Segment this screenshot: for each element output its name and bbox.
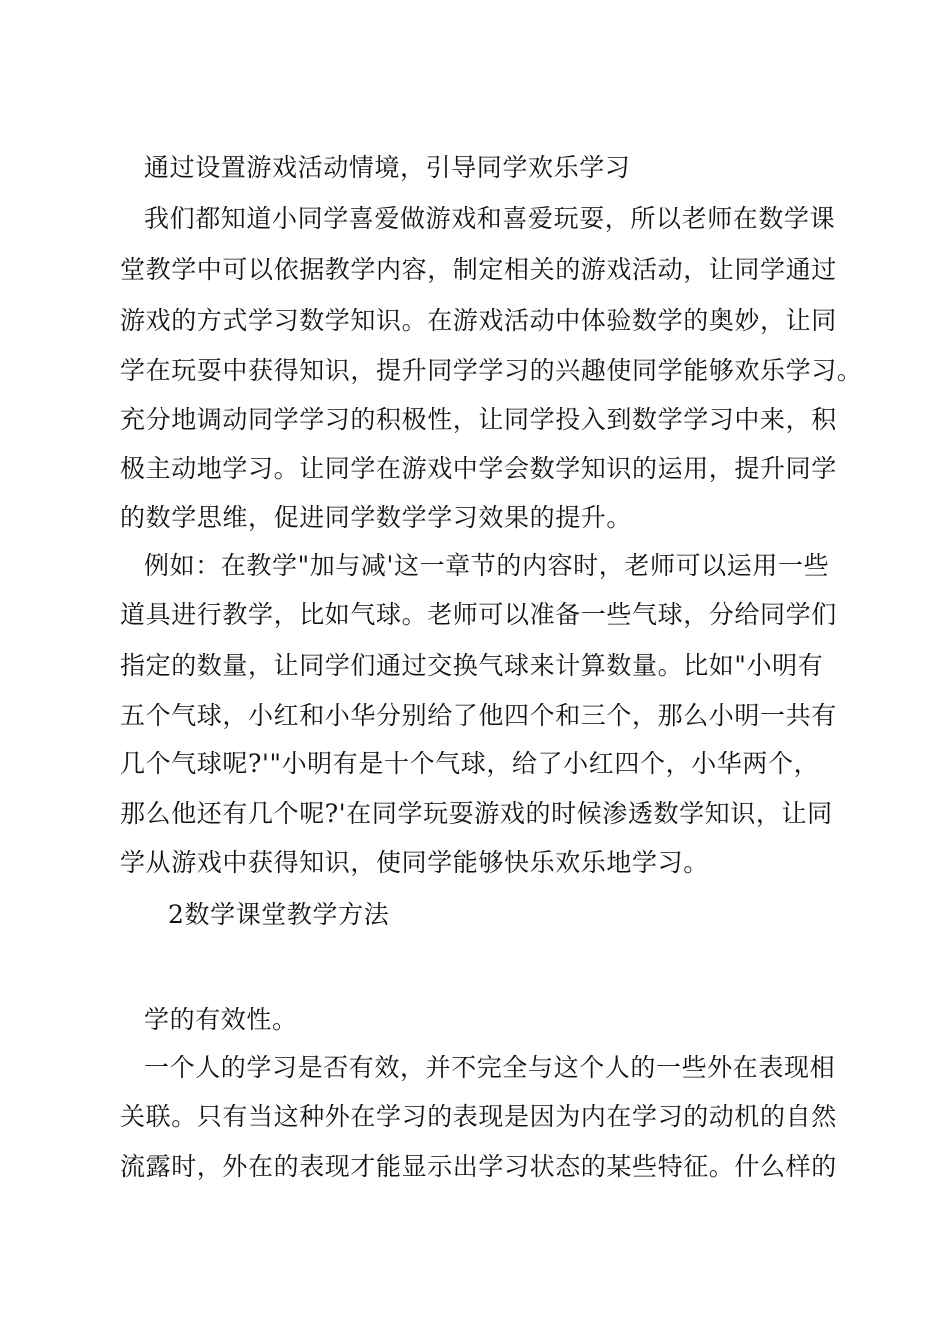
paragraph-line: 学的有效性。	[144, 1005, 298, 1034]
section-title: 通过设置游戏活动情境，引导同学欢乐学习	[144, 153, 631, 182]
paragraph-line: 例如：在教学"加与减'这一章节的内容时，老师可以运用一些	[144, 551, 830, 580]
paragraph-line: 我们都知道小同学喜爱做游戏和喜爱玩耍，所以老师在数学课	[144, 204, 836, 233]
paragraph-line: 堂教学中可以依据教学内容，制定相关的游戏活动，让同学通过	[120, 255, 837, 284]
paragraph-line: 指定的数量，让同学们通过交换气球来计算数量。比如"小明有	[120, 651, 824, 680]
paragraph-line: 充分地调动同学学习的积极性，让同学投入到数学学习中来，积	[120, 405, 837, 434]
paragraph-line: 游戏的方式学习数学知识。在游戏活动中体验数学的奥妙，让同	[120, 306, 837, 335]
paragraph-line: 那么他还有几个呢?'在同学玩耍游戏的时候渗透数学知识，让同	[120, 799, 833, 828]
paragraph-line: 学在玩耍中获得知识，提升同学学习的兴趣使同学能够欢乐学习。	[120, 356, 863, 385]
paragraph-line: 的数学思维，促进同学数学学习效果的提升。	[120, 503, 633, 532]
paragraph-line: 关联。只有当这种外在学习的表现是因为内在学习的动机的自然	[120, 1102, 837, 1131]
paragraph-line: 几个气球呢?'"小明有是十个气球，给了小红四个，小华两个，	[120, 749, 820, 778]
paragraph-line: 道具进行教学，比如气球。老师可以准备一些气球，分给同学们	[120, 600, 837, 629]
paragraph-line: 学从游戏中获得知识，使同学能够快乐欢乐地学习。	[120, 848, 709, 877]
paragraph-line: 五个气球，小红和小华分别给了他四个和三个，那么小明一共有	[120, 701, 837, 730]
paragraph-line: 一个人的学习是否有效，并不完全与这个人的一些外在表现相	[144, 1053, 836, 1082]
paragraph-line: 流露时，外在的表现才能显示出学习状态的某些特征。什么样的	[120, 1152, 837, 1181]
section-heading: 2数学课堂教学方法	[168, 900, 390, 929]
paragraph-line: 极主动地学习。让同学在游戏中学会数学知识的运用，提升同学	[120, 454, 837, 483]
